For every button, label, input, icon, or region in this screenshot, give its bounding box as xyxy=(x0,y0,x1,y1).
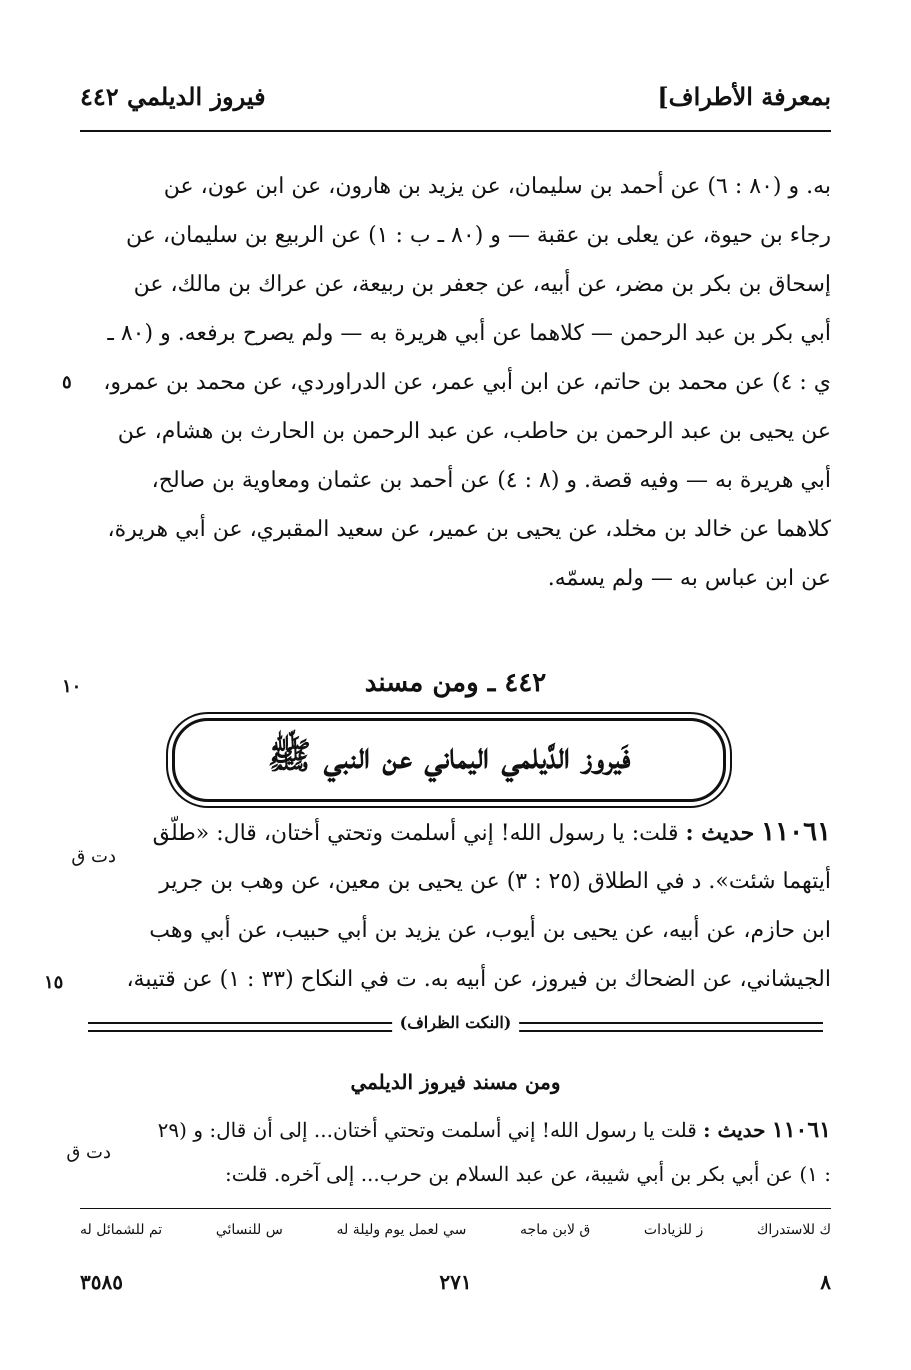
volume-number: ٨ xyxy=(820,1270,831,1294)
abbrev-item: ز للزيادات xyxy=(643,1222,704,1238)
nukat-line: : ١) عن أبي بكر بن أبي شيبة، عن عبد السلام بن حرب... إلى آخره. قلت: xyxy=(224,1162,831,1186)
page-number: ٢٧١ xyxy=(439,1270,472,1294)
musnad-name: فَيروز الدَّيلمي اليماني عن النبي ﷺ xyxy=(267,735,631,777)
nukat-number: ١١٠٦١ xyxy=(771,1117,831,1143)
text-line: ي : ٤) عن محمد بن حاتم، عن ابن أبي عمر، عن الدراوردي، عن محمد بن عمرو، xyxy=(103,370,831,395)
header-left-text: فيروز الديلمي ٤٤٢ xyxy=(80,82,266,111)
hadith-lead: حديث : xyxy=(685,820,755,846)
main-text-block xyxy=(80,162,831,603)
hadith-line: أيتهما شئت». د في الطلاق (٢٥ : ٣) عن يحيى بن معين، عن وهب بن جرير xyxy=(159,869,831,894)
abbrev-item: س للنسائي xyxy=(215,1222,283,1238)
text-line: عن يحيى بن عبد الرحمن بن حاطب، عن عبد الرحمن بن الحارث بن هشام، عن xyxy=(117,419,831,444)
abbrev-item: تم للشمائل له xyxy=(80,1222,163,1238)
hadith-line: الجيشاني، عن الضحاك بن فيروز، عن أبيه به. ت في النكاح (٣٣ : ١) عن قتيبة، xyxy=(126,967,831,992)
nukat-sigla: دت ق xyxy=(66,1142,111,1163)
hadith-text: قلت: يا رسول الله! إني أسلمت وتحتي أختان، قال: «طلّق xyxy=(152,821,679,846)
hadith-sigla: دت ق xyxy=(71,846,116,867)
text-line: أبي بكر بن عبد الرحمن — كلاهما عن أبي هريرة به — ولم يصرح برفعه. و (٨٠ ـ xyxy=(107,321,831,346)
header-right-text: بمعرفة الأطراف] xyxy=(657,82,831,111)
footnote-rule xyxy=(80,1208,831,1209)
margin-line-number: ١٠ xyxy=(62,676,82,697)
section-title: ٤٤٢ ـ ومن مسند xyxy=(364,668,547,698)
nukat-text: قلت يا رسول الله! إني أسلمت وتحتي أختان... إلى أن قال: و (٢٩ xyxy=(157,1118,697,1142)
hadith-line: ابن حازم، عن أبيه، عن يحيى بن أيوب، عن يزيد بن أبي حبيب، عن أبي وهب xyxy=(149,918,831,943)
nukat-entry xyxy=(80,1108,831,1196)
nukat-subheading: ومن مسند فيروز الديلمي xyxy=(350,1070,561,1094)
margin-line-number: ٥ xyxy=(62,372,72,393)
abbrev-item: سي لعمل يوم وليلة له xyxy=(336,1222,467,1238)
text-line: به. و (٨٠ : ٦) عن أحمد بن سليمان، عن يزيد بن هارون، عن ابن عون، عن xyxy=(163,174,831,199)
nukat-lead: حديث : xyxy=(703,1118,766,1142)
text-line: إسحاق بن بكر بن مضر، عن أبيه، عن جعفر بن ربيعة، عن عراك بن مالك، عن xyxy=(133,272,831,297)
abbrev-item: ق لابن ماجه xyxy=(520,1222,591,1238)
abbrev-item: ك للاستدراك xyxy=(756,1222,831,1238)
musnad-name-cartouche xyxy=(172,718,726,802)
text-line: أبي هريرة به — وفيه قصة. و (٨ : ٤) عن أحمد بن عثمان ومعاوية بن صالح، xyxy=(151,468,831,493)
running-header xyxy=(80,82,831,122)
text-line: عن ابن عباس به — ولم يسمّه. xyxy=(547,566,831,591)
nukat-divider-label: (النكت الظراف) xyxy=(392,1013,520,1032)
hadith-number: ١١٠٦١ xyxy=(761,817,831,847)
footer-left-number: ٣٥٨٥ xyxy=(80,1270,123,1294)
margin-line-number: ١٥ xyxy=(44,972,64,993)
abbreviation-key xyxy=(80,1222,831,1238)
header-rule xyxy=(80,130,831,132)
text-line: كلاهما عن خالد بن مخلد، عن يحيى بن عمير، عن سعيد المقبري، عن أبي هريرة، xyxy=(107,517,831,542)
text-line: رجاء بن حيوة، عن يعلى بن عقبة — و (٨٠ ـ ب : ١) عن الربيع بن سليمان، عن xyxy=(126,223,831,248)
hadith-entry xyxy=(80,808,831,1004)
